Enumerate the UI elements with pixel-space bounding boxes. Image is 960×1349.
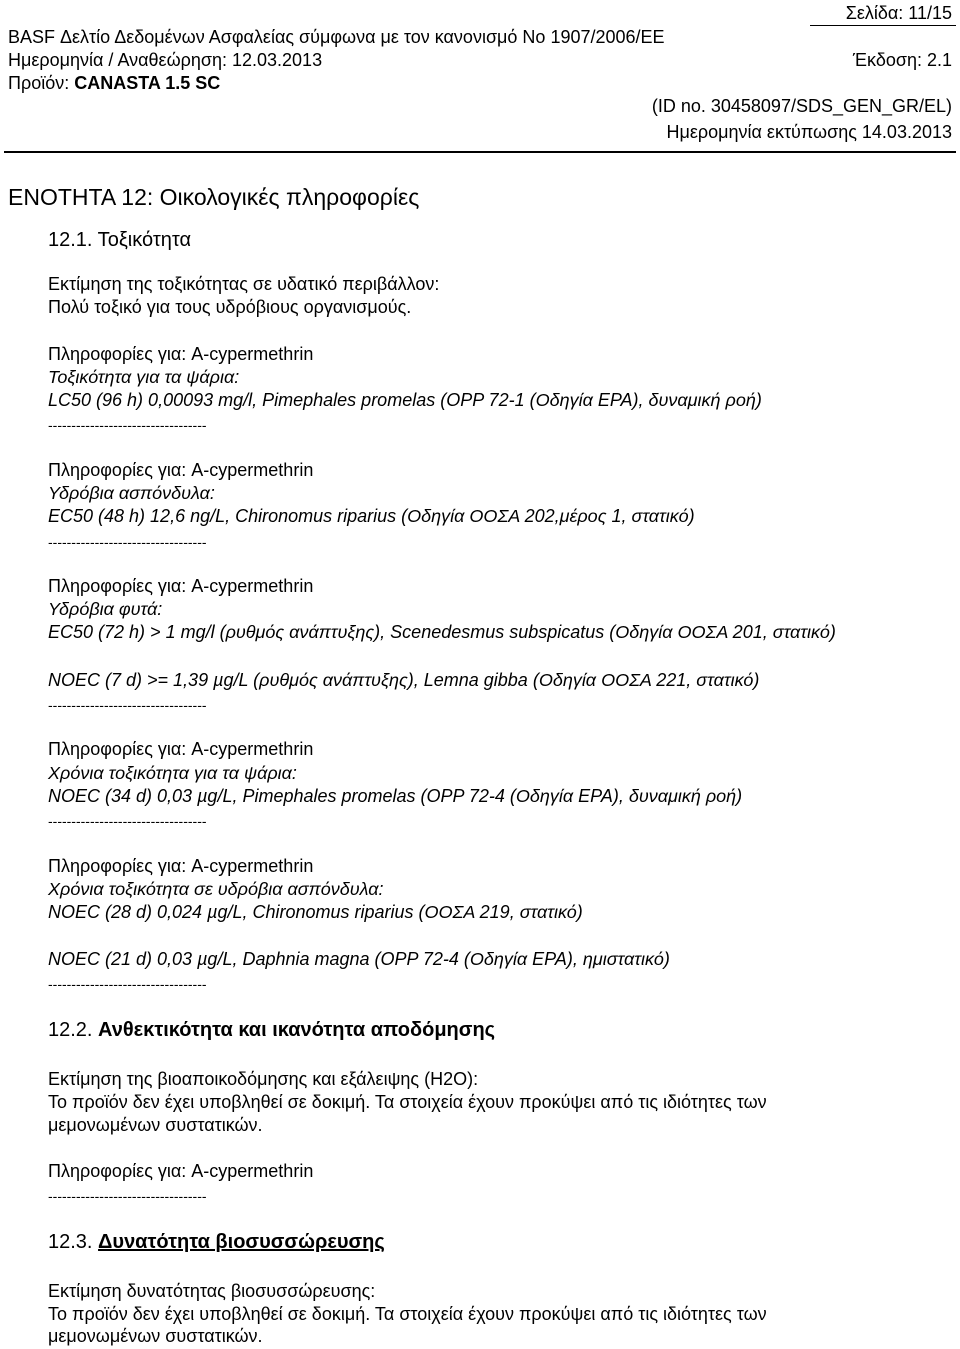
bioaccumulation-heading-number: 12.3. xyxy=(48,1231,99,1253)
bioaccumulation-value: Το προϊόν δεν έχει υποβληθεί σε δοκιμή. Τα στοιχεία έχουν προκύψει από τις ιδιότητες των xyxy=(48,1304,767,1324)
separator: ---------------------------------- xyxy=(48,1188,207,1204)
revision-date: Ημερομηνία / Αναθεώρηση: 12.03.2013 xyxy=(8,50,323,70)
aquatic-plants-label: Υδρόβια φυτά: xyxy=(48,599,163,619)
toxicity-heading: 12.1. Τοξικότητα xyxy=(48,229,192,251)
section-title: ΕΝΟΤΗΤΑ 12: Οικολογικές πληροφορίες xyxy=(8,184,420,210)
separator: ---------------------------------- xyxy=(48,417,207,433)
bioaccumulation-heading xyxy=(48,1230,385,1254)
product-name: CANASTA 1.5 SC xyxy=(74,73,221,93)
print-date: Ημερομηνία εκτύπωσης 14.03.2013 xyxy=(666,122,952,142)
chronic-fish-label: Χρόνια τοξικότητα για τα ψάρια: xyxy=(48,763,297,783)
persistence-heading xyxy=(48,1018,495,1042)
info-line: Πληροφορίες για: A-cypermethrin xyxy=(48,1161,314,1181)
chronic-fish-value: NOEC (34 d) 0,03 µg/L, Pimephales promelas (OPP 72-4 (Οδηγία EPA), δυναμική ροή) xyxy=(48,786,743,806)
separator: ---------------------------------- xyxy=(48,976,207,992)
persistence-heading-text: Ανθεκτικότητα και ικανότητα αποδόμησης xyxy=(98,1019,496,1041)
id-number: (ID no. 30458097/SDS_GEN_GR/EL) xyxy=(651,96,952,116)
bioaccumulation-label: Εκτίμηση δυνατότητας βιοσυσσώρευσης: xyxy=(48,1281,376,1301)
persistence-heading-number: 12.2. xyxy=(48,1019,99,1041)
invertebrates-label: Υδρόβια ασπόνδυλα: xyxy=(48,483,215,503)
separator: ---------------------------------- xyxy=(48,813,207,829)
separator: ---------------------------------- xyxy=(48,534,207,550)
document-title: BASF Δελτίο Δεδομένων Ασφαλείας σύμφωνα με τον κανονισμό No 1907/2006/ΕΕ xyxy=(8,27,665,47)
invertebrates-value: EC50 (48 h) 12,6 ng/L, Chironomus riparius (Οδηγία ΟΟΣΑ 202,μέρος 1, στατικό) xyxy=(48,506,695,526)
separator: ---------------------------------- xyxy=(48,697,207,713)
chronic-invertebrates-value: NOEC (21 d) 0,03 µg/L, Daphnia magna (OPP 72-4 (Οδηγία EPA), ημιστατικό) xyxy=(48,949,670,969)
header-top-rule xyxy=(810,25,956,26)
chronic-invertebrates-label: Χρόνια τοξικότητα σε υδρόβια ασπόνδυλα: xyxy=(48,879,384,899)
bioaccumulation-value-cont: μεμονωμένων συστατικών. xyxy=(48,1326,263,1346)
info-line: Πληροφορίες για: A-cypermethrin xyxy=(48,856,314,876)
fish-toxicity-value: LC50 (96 h) 0,00093 mg/l, Pimephales promelas (OPP 72-1 (Οδηγία EPA), δυναμική ροή) xyxy=(48,390,762,410)
product-label: Προϊόν: xyxy=(8,73,75,93)
page-number: Σελίδα: 11/15 xyxy=(845,3,952,23)
toxicity-assessment-value: Πολύ τοξικό για τους υδρόβιους οργανισμούς. xyxy=(48,297,412,317)
product xyxy=(8,72,220,94)
info-line: Πληροφορίες για: A-cypermethrin xyxy=(48,576,314,596)
chronic-invertebrates-value: NOEC (28 d) 0,024 µg/L, Chironomus riparius (ΟΟΣΑ 219, στατικό) xyxy=(48,902,583,922)
bioaccumulation-heading-text: Δυνατότητα βιοσυσσώρευσης xyxy=(98,1231,385,1253)
header-rule xyxy=(4,151,956,153)
aquatic-plants-value: EC50 (72 h) > 1 mg/l (ρυθμός ανάπτυξης), Scenedesmus subspicatus (Οδηγία ΟΟΣΑ 201, στατικό) xyxy=(48,622,836,642)
edition: Έκδοση: 2.1 xyxy=(852,50,952,70)
info-line: Πληροφορίες για: A-cypermethrin xyxy=(48,739,314,759)
biodegradation-value: Το προϊόν δεν έχει υποβληθεί σε δοκιμή. Τα στοιχεία έχουν προκύψει από τις ιδιότητες των xyxy=(48,1092,767,1112)
info-line: Πληροφορίες για: A-cypermethrin xyxy=(48,460,314,480)
aquatic-plants-value: NOEC (7 d) >= 1,39 µg/L (ρυθμός ανάπτυξης), Lemna gibba (Οδηγία ΟΟΣΑ 221, στατικό) xyxy=(48,670,760,690)
biodegradation-value-cont: μεμονωμένων συστατικών. xyxy=(48,1115,263,1135)
toxicity-assessment-label: Εκτίμηση της τοξικότητας σε υδατικό περιβάλλον: xyxy=(48,274,440,294)
fish-toxicity-label: Τοξικότητα για τα ψάρια: xyxy=(48,367,240,387)
info-line: Πληροφορίες για: A-cypermethrin xyxy=(48,344,314,364)
biodegradation-label: Εκτίμηση της βιοαποικοδόμησης και εξάλειψης (H2O): xyxy=(48,1069,479,1089)
